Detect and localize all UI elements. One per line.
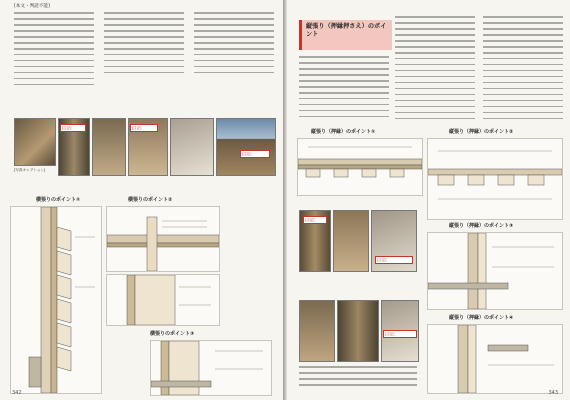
- callout-b: [注記]: [130, 124, 158, 132]
- point3-label: 横張りのポイント③: [150, 331, 195, 337]
- right-point1-label: 縦張り（押縁）のポイント①: [311, 129, 376, 135]
- vert-drawing-2: [427, 138, 563, 220]
- callout-c: [注記]: [240, 150, 270, 158]
- right-point3-label: 縦張り（押縁）のポイント③: [449, 223, 514, 229]
- right-page: [287, 0, 570, 400]
- top-text: [本文・判読不能]: [14, 4, 50, 9]
- right-callout-a: [注記]: [303, 216, 327, 224]
- photo-captions: [299, 366, 417, 390]
- point2-label: 横張りのポイント②: [128, 197, 173, 203]
- vert-drawing-3-svg: [428, 233, 562, 309]
- right-point2-label: 縦張り（押縁）のポイント②: [449, 129, 514, 135]
- vert-drawing-4-svg: [428, 325, 562, 393]
- section-title: 縦張り（押縁押さえ）のポイント: [306, 23, 387, 38]
- left-page: [0, 0, 283, 400]
- vert-drawing-1: [297, 138, 423, 196]
- intro-text-col3: [483, 16, 563, 124]
- point1-label: 横張りのポイント①: [36, 197, 81, 203]
- intro-text-col1: [299, 56, 389, 122]
- detail-drawing-2: [106, 206, 220, 272]
- right-point4-label: 縦張り（押縁）のポイント④: [449, 315, 514, 321]
- intro-text-col2: [395, 16, 475, 124]
- page-number-left: 342: [12, 390, 22, 396]
- detail-drawing-2b: [106, 274, 220, 326]
- detail-drawing-2b-svg: [107, 275, 219, 325]
- section-title-box: [299, 20, 392, 50]
- photo-board: [92, 118, 126, 176]
- detail-drawing-1-svg: [11, 207, 101, 393]
- detail-drawing-3-svg: [151, 341, 271, 395]
- vert-drawing-4: [427, 324, 563, 394]
- photo-house: [216, 118, 276, 176]
- right-photo-5: [337, 300, 379, 362]
- vert-drawing-2-svg: [428, 139, 562, 219]
- photo-joint: [170, 118, 214, 176]
- detail-drawing-3: [150, 340, 272, 396]
- body-text-col1: [14, 12, 94, 90]
- detail-drawing-2-svg: [107, 207, 219, 271]
- right-photo-4: [299, 300, 335, 362]
- detail-drawing-1: [10, 206, 102, 394]
- page-number-right: 343: [548, 390, 558, 396]
- callout-a: [注記]: [60, 124, 86, 132]
- right-callout-b: [注記]: [375, 256, 413, 264]
- vert-drawing-3: [427, 232, 563, 310]
- body-text-col3: [194, 12, 274, 78]
- body-text-col2: [104, 12, 184, 78]
- vert-drawing-1-svg: [298, 139, 422, 195]
- photo-worker: [14, 118, 56, 166]
- right-callout-c: [注記]: [383, 330, 417, 338]
- caption-top: [写真キャプション]: [14, 168, 46, 172]
- right-photo-2: [333, 210, 369, 272]
